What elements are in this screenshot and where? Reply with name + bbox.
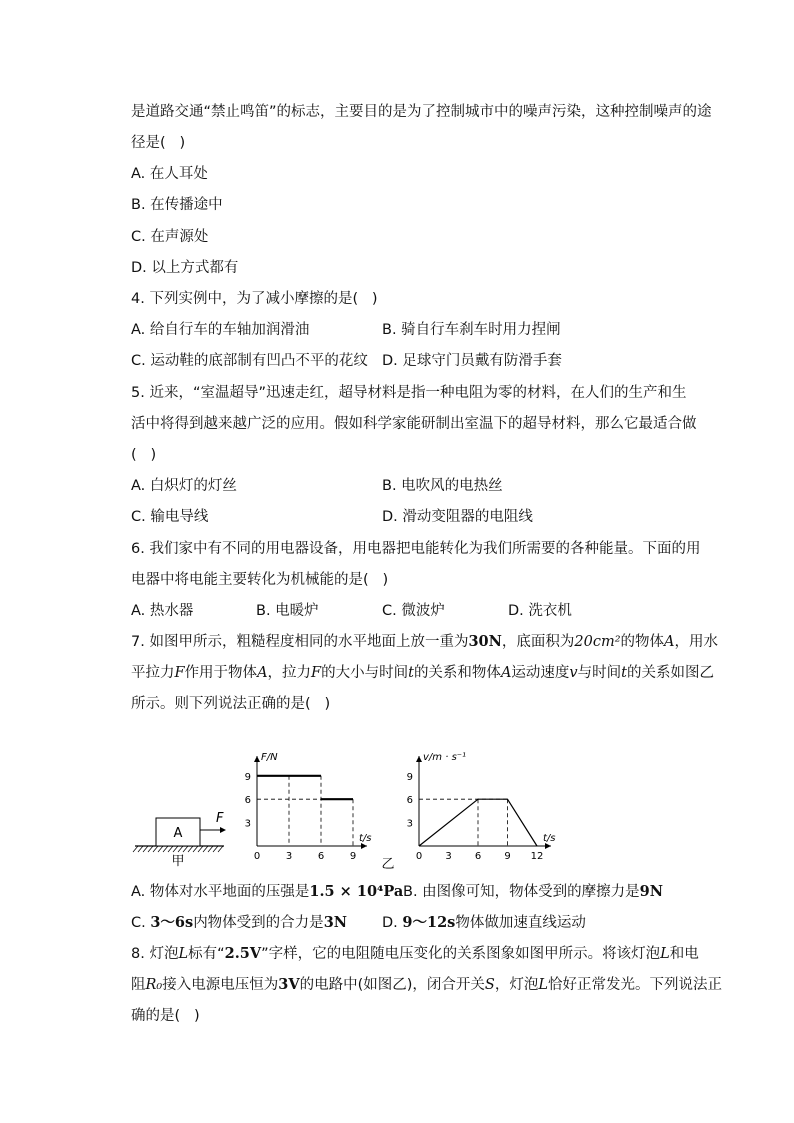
caption-jia: 甲 <box>171 854 185 869</box>
x-tick-label: 3 <box>285 851 293 862</box>
x-tick-label: 6 <box>317 851 325 862</box>
hatch-line <box>158 846 163 852</box>
q5-stem-line3: ( ) <box>131 447 157 463</box>
q5-option-d: D. 滑动变阻器的电阻线 <box>382 509 533 525</box>
q7-net-force: 3N <box>323 914 348 931</box>
hatch-line <box>208 846 213 852</box>
q7-opt-text: A. 物体对水平地面的压强是 <box>131 884 310 900</box>
q7-text: 的大小与时间 <box>321 665 409 681</box>
q7-var: A <box>664 634 675 650</box>
q6-option-d: D. 洗衣机 <box>508 603 572 619</box>
q3-option-d: D. 以上方式都有 <box>131 260 239 276</box>
q7-var: t <box>408 665 414 681</box>
q7-interval: 3～6s <box>150 914 194 931</box>
q8-text: 接入电源电压恒为 <box>162 977 279 993</box>
q8-var: L <box>660 946 670 962</box>
g2-y-arrowhead <box>416 756 422 762</box>
q7-var: v <box>569 665 578 681</box>
hatch-line <box>138 846 143 852</box>
q7-var: t <box>621 665 627 681</box>
q3-stem-line2: 径是( ) <box>131 135 186 151</box>
q7-opt-text: 内物体受到的合力是 <box>193 915 324 931</box>
q7-option-c <box>131 913 347 933</box>
q8-text: 8. 灯泡 <box>131 946 179 962</box>
q7-option-d <box>382 913 586 933</box>
block-diagram <box>133 811 226 869</box>
hatch-line <box>183 846 188 852</box>
q7-area: 20cm² <box>574 634 621 650</box>
q8-var: L <box>538 977 548 993</box>
q3-option-a: A. 在人耳处 <box>131 166 208 182</box>
x-tick-label: 0 <box>253 851 261 862</box>
hatch-line <box>193 846 198 852</box>
hatch-line <box>188 846 193 852</box>
hatch-line <box>203 846 208 852</box>
x-tick-label: 9 <box>504 851 511 862</box>
q8-var: R₀ <box>145 977 163 993</box>
q7-text: 作用于物体 <box>184 665 258 681</box>
x-tick-label: 12 <box>530 851 544 862</box>
hatch-line <box>133 846 138 852</box>
y-tick-label: 6 <box>244 795 251 807</box>
hatch-line <box>163 846 168 852</box>
q7-text: 的关系和物体 <box>413 665 501 681</box>
q8-var: S <box>484 977 495 993</box>
q7-option-b <box>403 882 663 902</box>
q6-option-b: B. 电暖炉 <box>256 603 319 619</box>
x-tick-label: 0 <box>415 851 423 862</box>
q7-figure <box>130 750 560 870</box>
hatch-line <box>198 846 203 852</box>
q7-option-a <box>131 882 403 902</box>
q7-text: 的物体 <box>620 634 665 650</box>
hatch-line <box>143 846 148 852</box>
q3-option-b: B. 在传播途中 <box>131 197 223 213</box>
hatch-line <box>178 846 183 852</box>
g1-ylabel: F/N <box>261 752 278 763</box>
q8-text: 标有“ <box>188 946 225 962</box>
q7-text: ，底面积为 <box>501 634 575 650</box>
q7-stem-line2 <box>131 663 714 683</box>
q7-text: 与时间 <box>577 665 622 681</box>
q7-text: 7. 如图甲所示，粗糙程度相同的水平地面上放一重为 <box>131 634 469 650</box>
q4-option-d: D. 足球守门员戴有防滑手套 <box>382 353 562 369</box>
q5-option-a: A. 白炽灯的灯丝 <box>131 478 237 494</box>
q8-text: ”字样，它的电阻随电压变化的关系图象如图甲所示。将该灯泡 <box>261 946 661 962</box>
q7-var: F <box>311 665 322 681</box>
q7-weight: 30N <box>468 633 502 650</box>
q7-var: A <box>500 665 512 681</box>
force-time-graph <box>245 752 372 862</box>
q8-stem-line1 <box>131 944 699 964</box>
q8-text: 恰好正常发光。下列说法正 <box>547 977 722 993</box>
y-tick-label: 3 <box>406 818 413 830</box>
y-tick-label: 9 <box>244 771 251 783</box>
q3-option-c: C. 在声源处 <box>131 229 209 245</box>
force-arrowhead <box>220 827 226 833</box>
y-tick-label: 3 <box>244 818 251 830</box>
q7-text: 的关系如图乙 <box>626 665 714 681</box>
q7-stem-line3: 所示。则下列说法正确的是( ) <box>131 696 331 712</box>
q6-stem-line1: 6. 我们家中有不同的用电器设备，用电器把电能转化为我们所需要的各种能量。下面的用 <box>131 541 701 557</box>
velocity-time-graph <box>407 752 556 862</box>
q7-text: ，拉力 <box>267 665 312 681</box>
q3-stem-line1: 是道路交通“禁止鸣笛”的标志，主要目的是为了控制城市中的噪声污染，这种控制噪声的途 <box>131 104 712 120</box>
q7-pressure-value: 1.5 × 10⁴Pa <box>309 883 404 900</box>
g1-xlabel: t/s <box>359 833 372 844</box>
q7-friction-value: 9N <box>639 883 664 900</box>
q7-opt-text: 物体做加速直线运动 <box>455 915 586 931</box>
hatch-line <box>213 846 218 852</box>
q7-text: ，用水 <box>674 634 719 650</box>
hatch-line <box>148 846 153 852</box>
force-label: F <box>216 811 224 826</box>
q8-stem-line3: 确的是( ) <box>131 1008 200 1024</box>
hatch-line <box>173 846 178 852</box>
q7-text: 平拉力 <box>131 665 175 681</box>
q5-option-c: C. 输电导线 <box>131 509 209 525</box>
hatch-line <box>153 846 158 852</box>
q7-var: A <box>257 665 268 681</box>
block-a-label: A <box>173 826 183 841</box>
g2-xlabel: t/s <box>543 833 556 844</box>
g1-y-arrowhead <box>254 756 260 762</box>
hatch-line <box>218 846 223 852</box>
q5-stem-line2: 活中将得到越来越广泛的应用。假如科学家能研制出室温下的超导材料，那么它最适合做 <box>131 416 697 432</box>
caption-yi: 乙 <box>381 857 395 870</box>
q5-option-b: B. 电吹风的电热丝 <box>382 478 503 494</box>
q4-option-c: C. 运动鞋的底部制有凹凸不平的花纹 <box>131 353 368 369</box>
q8-supply-voltage: 3V <box>278 976 300 993</box>
q8-text: 阻 <box>131 977 146 993</box>
x-tick-label: 3 <box>445 851 452 862</box>
hatch-line <box>168 846 173 852</box>
q4-option-a: A. 给自行车的车轴加润滑油 <box>131 322 310 338</box>
q6-stem-line2: 电器中将电能主要转化为机械能的是( ) <box>131 572 389 588</box>
q6-option-a: A. 热水器 <box>131 603 194 619</box>
x-tick-label: 9 <box>349 851 357 862</box>
q4-stem: 4. 下列实例中，为了减小摩擦的是( ) <box>131 291 378 307</box>
q7-stem-line1 <box>131 632 718 652</box>
q7-var: F <box>174 665 185 681</box>
q7-opt-text: D. <box>382 915 403 931</box>
q8-stem-line2 <box>131 975 722 995</box>
y-tick-label: 6 <box>406 795 413 807</box>
g2-ylabel: v/m · s⁻¹ <box>423 752 467 763</box>
q8-text: ，灯泡 <box>494 977 539 993</box>
q4-option-b: B. 骑自行车刹车时用力捏闸 <box>382 322 561 338</box>
q7-interval: 9～12s <box>402 914 456 931</box>
x-tick-label: 6 <box>474 851 482 862</box>
q7-opt-text: C. <box>131 915 151 931</box>
y-tick-label: 9 <box>406 771 413 783</box>
ground-hatching <box>133 846 223 852</box>
q5-stem-line1: 5. 近来，“室温超导”迅速走红，超导材料是指一种电阻为零的材料，在人们的生产和生 <box>131 385 687 401</box>
q8-rated-voltage: 2.5V <box>224 945 262 962</box>
q8-text: 的电路中(如图乙)，闭合开关 <box>299 977 485 993</box>
q7-text: 运动速度 <box>511 665 570 681</box>
q7-opt-text: B. 由图像可知，物体受到的摩擦力是 <box>403 884 640 900</box>
q8-text: 和电 <box>669 946 699 962</box>
q8-var: L <box>178 946 189 962</box>
q6-option-c: C. 微波炉 <box>382 603 445 619</box>
